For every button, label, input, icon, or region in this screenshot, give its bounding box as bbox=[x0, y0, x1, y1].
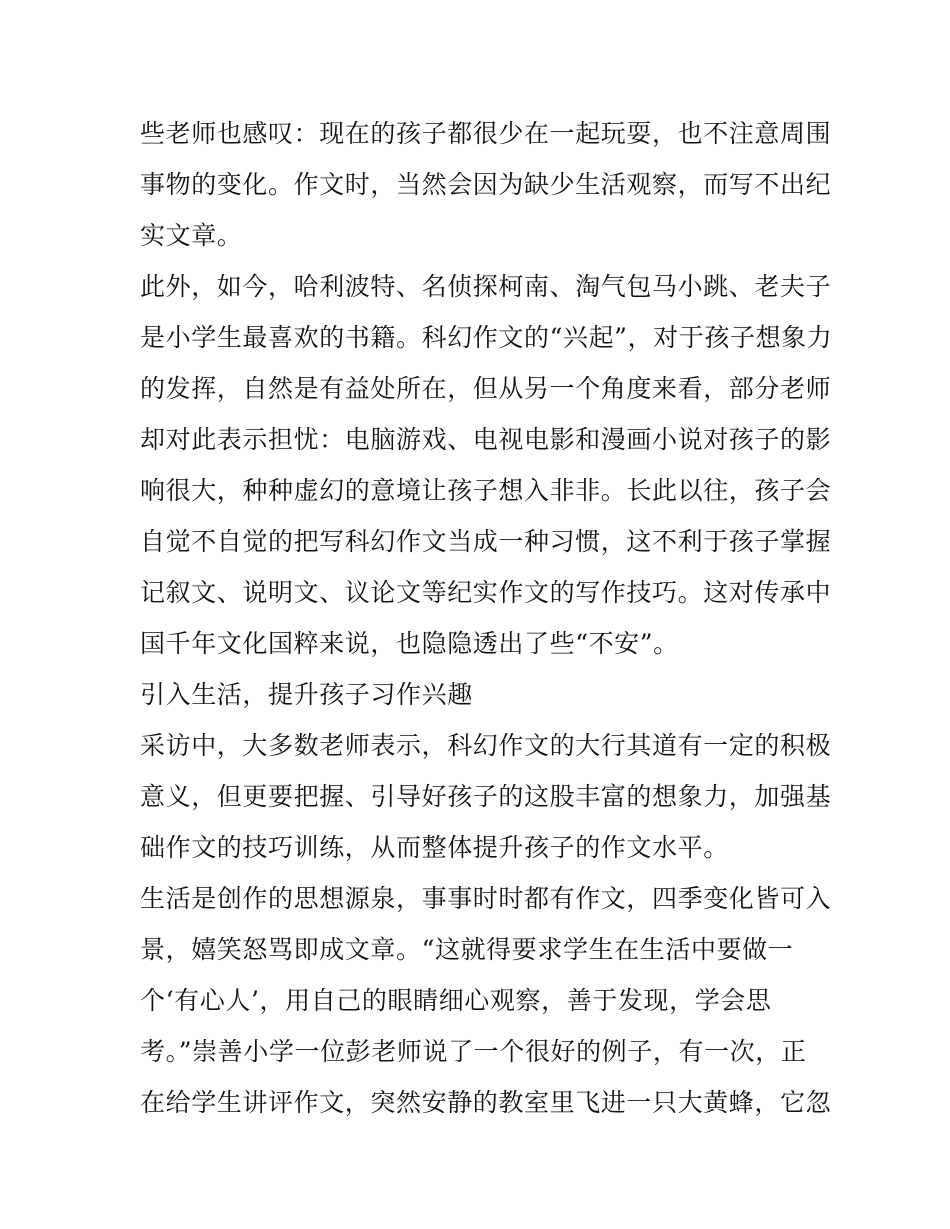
text-line: 的发挥，自然是有益处所在，但从另一个角度来看，部分老师 bbox=[140, 374, 832, 403]
document-body bbox=[140, 108, 833, 1128]
text-line: 却对此表示担忧：电脑游戏、电视电影和漫画小说对孩子的影 bbox=[140, 425, 832, 454]
text-line: 此外，如今，哈利波特、名侦探柯南、淘气包马小跳、老夫子 bbox=[140, 272, 832, 301]
text-line: 采访中，大多数老师表示，科幻作文的大行其道有一定的积极 bbox=[140, 731, 832, 760]
text-line: 景，嬉笑怒骂即成文章。“这就得要求学生在生活中要做一 bbox=[140, 935, 794, 964]
text-line: 记叙文、说明文、议论文等纪实作文的写作技巧。这对传承中 bbox=[140, 578, 832, 607]
text-line: 在给学生讲评作文，突然安静的教室里飞进一只大黄蜂，它忽 bbox=[140, 1088, 832, 1117]
text-line: 个‘有心人’，用自己的眼睛细心观察，善于发现，学会思 bbox=[140, 986, 772, 1015]
text-line: 是小学生最喜欢的书籍。科幻作文的“兴起”，对于孩子想象力 bbox=[140, 323, 833, 352]
text-line: 国千年文化国粹来说，也隐隐透出了些“不安”。 bbox=[140, 629, 679, 658]
text-line: 意义，但更要把握、引导好孩子的这股丰富的想象力，加强基 bbox=[140, 782, 832, 811]
text-line: 生活是创作的思想源泉，事事时时都有作文，四季变化皆可入 bbox=[140, 884, 832, 913]
text-line: 响很大，种种虚幻的意境让孩子想入非非。长此以往，孩子会 bbox=[140, 476, 832, 505]
text-line: 实文章。 bbox=[140, 221, 243, 250]
section-heading: 引入生活，提升孩子习作兴趣 bbox=[140, 680, 473, 709]
text-line: 自觉不自觉的把写科幻作文当成一种习惯，这不利于孩子掌握 bbox=[140, 527, 832, 556]
text-line: 础作文的技巧训练，从而整体提升孩子的作文水平。 bbox=[140, 833, 729, 862]
text-line: 考。”崇善小学一位彭老师说了一个很好的例子，有一次，正 bbox=[140, 1037, 807, 1066]
text-line: 些老师也感叹：现在的孩子都很少在一起玩耍，也不注意周围 bbox=[140, 119, 832, 148]
text-line: 事物的变化。作文时，当然会因为缺少生活观察，而写不出纪 bbox=[140, 170, 832, 199]
